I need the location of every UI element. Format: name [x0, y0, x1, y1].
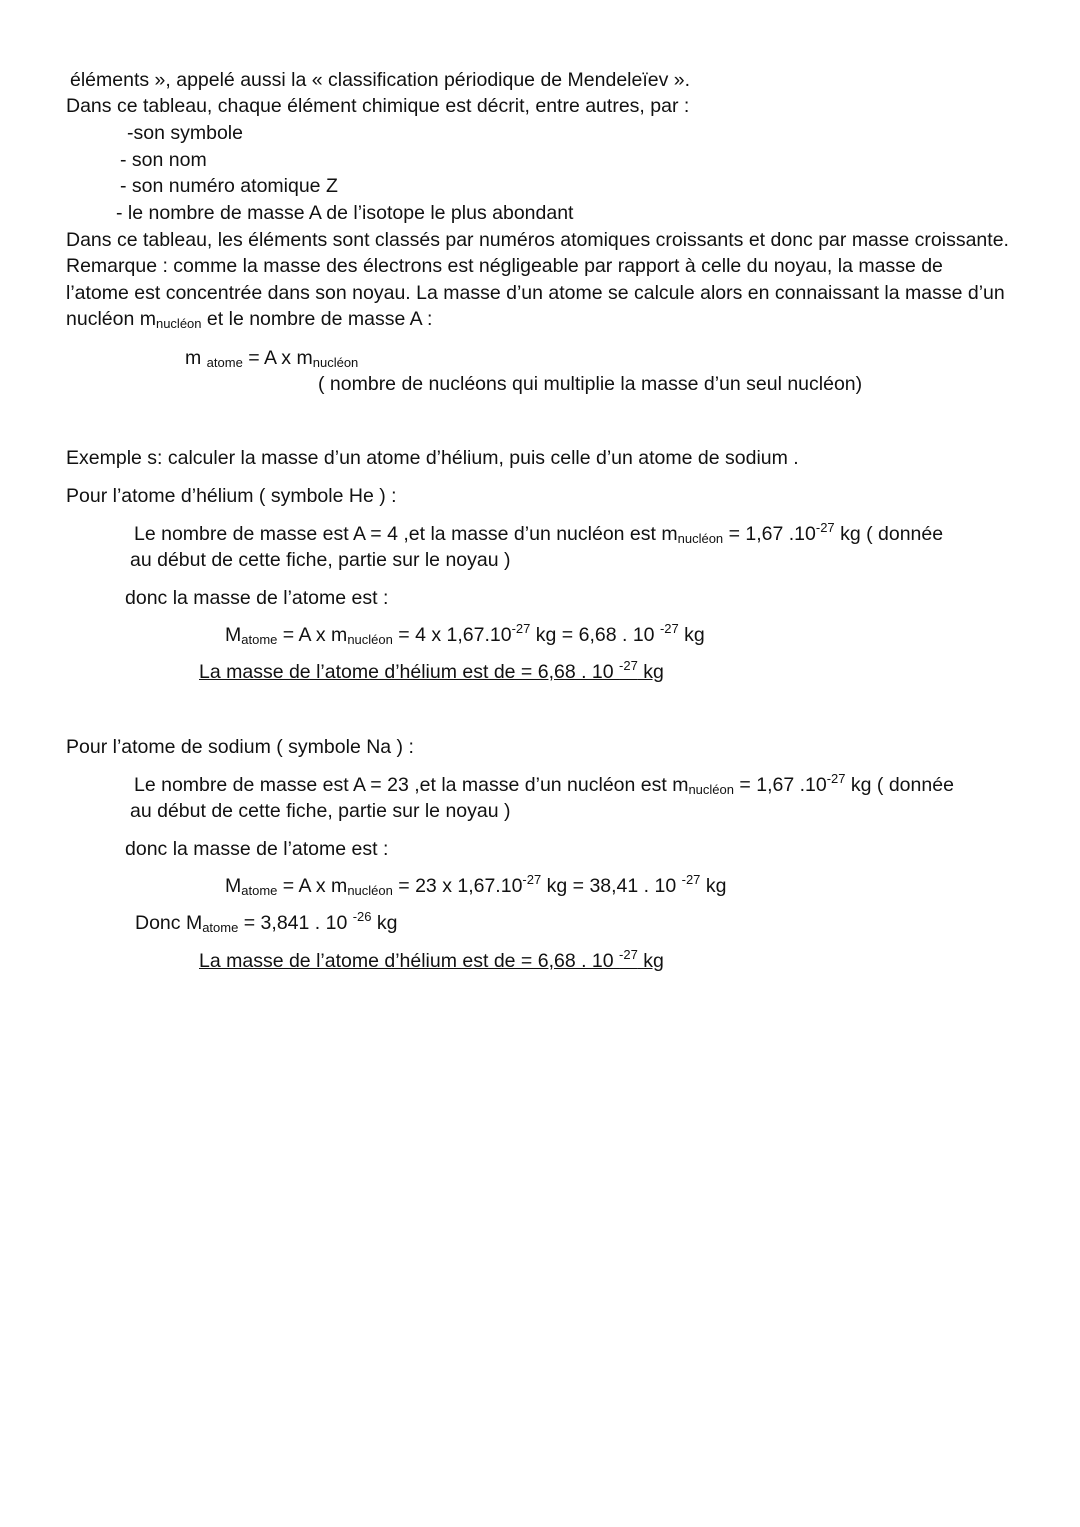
formula-explanation: ( nombre de nucléons qui multiplie la masse d’un seul nucléon)	[318, 373, 863, 395]
sodium-donc: donc la masse de l’atome est :	[125, 838, 389, 860]
bullet-numero-atomique: - son numéro atomique Z	[120, 175, 338, 197]
intro-line-1: éléments », appelé aussi la « classification périodique de Mendeleïev ».	[70, 69, 691, 91]
helium-given-line-1: Le nombre de masse est A = 4 ,et la masse d’un nucléon est mnucléon = 1,67 $.10^{-27}$ kg ( donnée	[134, 520, 944, 546]
bullet-nom: - son nom	[120, 149, 207, 171]
sodium-donc-2: Donc Matome = 3,841 . 10 $^{-26}$ kg	[135, 909, 398, 935]
mass-formula: m atome = A x mnucléon	[185, 347, 359, 370]
remark-line-2: l’atome est concentrée dans son noyau. La masse d’un atome se calcule alors en connaissant la masse d’un	[66, 282, 1005, 304]
intro-line-2: Dans ce tableau, chaque élément chimique est décrit, entre autres, par :	[66, 95, 690, 117]
helium-heading: Pour l’atome d’hélium ( symbole He ) :	[66, 485, 397, 507]
example-title: Exemple s: calculer la masse d’un atome d’hélium, puis celle d’un atome de sodium .	[66, 447, 799, 469]
sodium-calculation: Matome = A x mnucléon = 23 x $1,67.10^{-27}$ kg = 38,41 . 10 $^{-27}$ kg	[225, 872, 727, 898]
helium-given-line-2: au début de cette fiche, partie sur le noyau )	[130, 549, 511, 571]
intro-line-3: Dans ce tableau, les éléments sont classés par numéros atomiques croissants et donc par masse croissante.	[66, 229, 1009, 251]
helium-calculation: Matome = A x mnucléon = 4 x $1,67.10^{-27}$ kg = 6,68 . 10 $^{-27}$ kg	[225, 621, 705, 647]
sodium-given-line-2: au début de cette fiche, partie sur le noyau )	[130, 800, 511, 822]
helium-donc: donc la masse de l’atome est :	[125, 587, 389, 609]
remark-line-3: nucléon mnucléon et le nombre de masse A :	[66, 308, 433, 331]
bullet-symbole: -son symbole	[127, 122, 243, 144]
sodium-given-line-1: Le nombre de masse est A = 23 ,et la masse d’un nucléon est mnucléon = 1,67 $.10^{-27}$ kg ( donnée	[134, 771, 954, 797]
sodium-heading: Pour l’atome de sodium ( symbole Na ) :	[66, 736, 414, 758]
bullet-nombre-de-masse: - le nombre de masse A de l’isotope le plus abondant	[116, 202, 574, 224]
helium-result: La masse de l’atome d’hélium est de = 6,68 . 10 $^{-27}$ kg	[199, 658, 664, 683]
sodium-result: La masse de l’atome d’hélium est de = 6,68 . 10 $^{-27}$ kg	[199, 947, 664, 972]
remark-line-1: Remarque : comme la masse des électrons est négligeable par rapport à celle du noyau, la masse de	[66, 255, 943, 277]
